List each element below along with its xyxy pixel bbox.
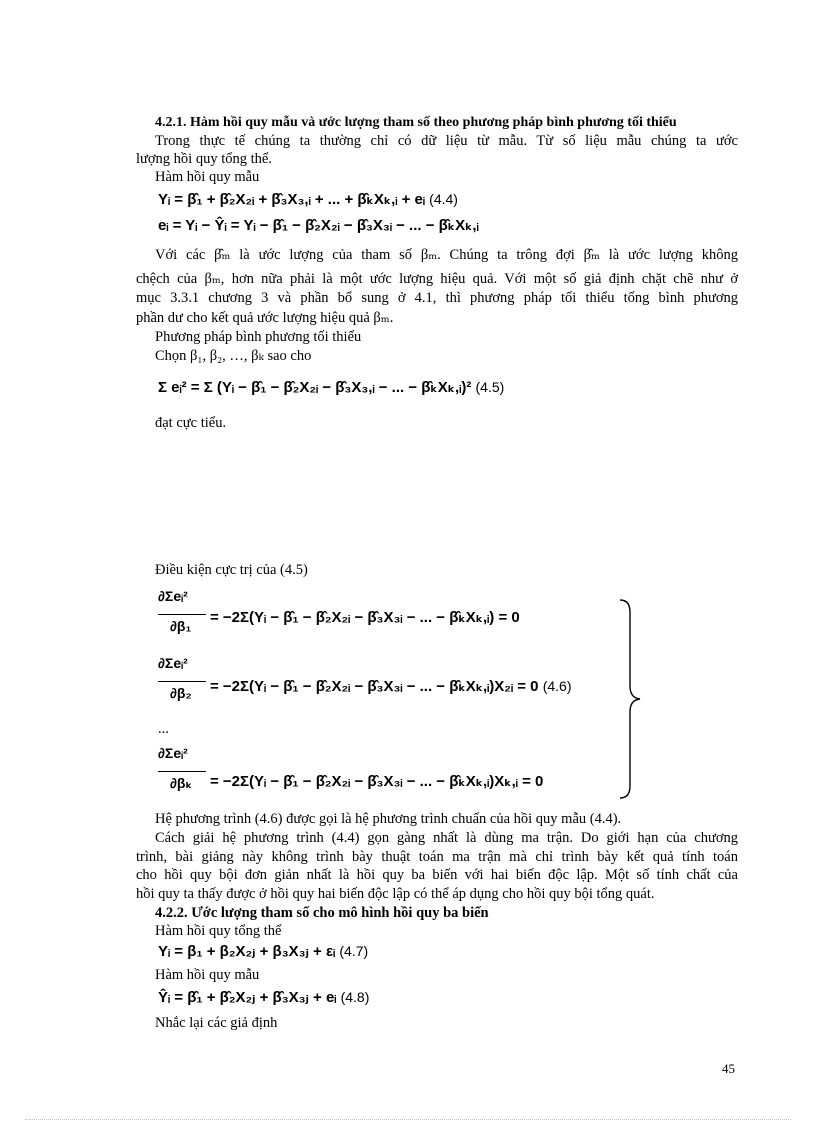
paragraph-line: Hệ phương trình (4.6) được gọi là hệ phương trình chuẩn của hồi quy mẫu (4.4). [155, 811, 622, 827]
equation-body: Ŷᵢ = β̂₁ + β̂₂X₂ⱼ + β̂₃X₃ⱼ + eᵢ [158, 989, 337, 1006]
derivative-fraction-2 [158, 655, 208, 715]
equation-body: = −2Σ(Yᵢ − β̂₁ − β̂₂X₂ᵢ − β̂₃X₃ᵢ − ... − β̂ₖXₖ,ᵢ)X₂ᵢ = 0 [210, 678, 539, 695]
fraction-bar [158, 614, 206, 615]
equation-4-4-a [158, 190, 458, 208]
paragraph-line: phần dư cho kết quả ước lượng hiệu quả βₘ. [136, 310, 394, 326]
paragraph-line: chệch của βₘ, hơn nữa phải là một ước lượng hiệu quả. Với một số giả định chặt chẽ như ở [136, 271, 738, 287]
label-sample-regression-2: Hàm hồi quy mẫu [155, 967, 260, 983]
equation-4-7 [158, 942, 368, 960]
equation-body: Yᵢ = β₁ + β₂X₂ⱼ + β₃X₃ⱼ + εᵢ [158, 943, 336, 960]
label-minimum: đạt cực tiểu. [155, 415, 227, 431]
equation-label: (4.6) [542, 678, 572, 694]
section-heading-4-2-1: 4.2.1. Hàm hồi quy mẫu và ước lượng tham số theo phương pháp bình phương tối thiểu [155, 115, 677, 130]
paragraph-line: lượng hồi quy tổng thể. [136, 151, 272, 167]
equation-4-6-row-k: = −2Σ(Yᵢ − β̂₁ − β̂₂X₂ᵢ − β̂₃X₃ᵢ − ... − β̂ₖXₖ,ᵢ)Xₖ,ᵢ = 0 [210, 773, 544, 790]
paragraph-line: mục 3.3.1 chương 3 và phần bổ sung ở 4.1, thì phương pháp tối thiểu tổng bình phương [136, 290, 738, 306]
paragraph-line: Với các β̂ₘ là ước lượng của tham số βₘ. Chúng ta trông đợi β̂ₘ là ước lượng không [155, 247, 738, 263]
label-population-regression: Hàm hồi quy tổng thể [155, 923, 282, 939]
label-ols: Phương pháp bình phương tối thiểu [155, 329, 362, 345]
fraction-bar [158, 771, 206, 772]
fraction-denominator: ∂β₂ [170, 685, 192, 701]
equation-label: (4.7) [339, 943, 369, 959]
equation-4-8 [158, 988, 369, 1006]
paragraph-line: Trong thực tế chúng ta thường chỉ có dữ liệu từ mẫu. Từ số liệu mẫu chúng ta ước [155, 133, 738, 149]
fraction-numerator: ∂Σeᵢ² [158, 588, 188, 604]
paragraph-line: trình, bài giảng này không trình bày thuật toán ma trận mà chỉ trình bày kết quả tính toán [136, 849, 738, 865]
page-number: 45 [722, 1061, 735, 1076]
derivative-fraction-k [158, 745, 208, 805]
section-heading-4-2-2: 4.2.2. Ước lượng tham số cho mô hình hồi quy ba biến [155, 905, 489, 921]
paragraph-line: hồi quy ta thấy được ở hồi quy hai biến độc lập có thể áp dụng cho hồi quy bội tổng quát. [136, 886, 655, 902]
fraction-numerator: ∂Σeᵢ² [158, 655, 188, 671]
fraction-bar [158, 681, 206, 682]
paragraph-line: cho hồi quy bội đơn giản nhất là hồi quy ba biến với hai biến độc lập. Một số tính chất của [136, 867, 738, 883]
label-choose: Chọn β₁, β₂, …, βₖ sao cho [155, 348, 312, 364]
equation-label: (4.8) [340, 989, 370, 1005]
right-brace [616, 598, 644, 800]
equation-4-4-b: eᵢ = Yᵢ − Ŷᵢ = Yᵢ − β̂₁ − β̂₂X₂ᵢ − β̂₃X₃ᵢ − ... − β̂ₖXₖ,ᵢ [158, 217, 479, 234]
fraction-denominator: ∂β₁ [170, 618, 192, 634]
equation-label: (4.4) [429, 191, 458, 207]
equation-4-6-row-2 [210, 677, 572, 695]
equation-label: (4.5) [475, 379, 505, 395]
fraction-denominator: ∂βₖ [170, 775, 193, 791]
equation-4-5 [158, 378, 504, 396]
paragraph-line: Cách giải hệ phương trình (4.4) gọn gàng nhất là dùng ma trận. Do giới hạn của chương [155, 830, 738, 846]
derivative-fraction-1 [158, 588, 208, 648]
label-recall-assumptions: Nhắc lại các giả định [155, 1015, 278, 1031]
equation-body: Yᵢ = β̂₁ + β̂₂X₂ᵢ + β̂₃X₃,ᵢ + ... + β̂ₖXₖ,ᵢ + eᵢ [158, 191, 425, 208]
equation-body: Σ eᵢ² = Σ (Yᵢ − β̂₁ − β̂₂X₂ᵢ − β̂₃X₃,ᵢ − ... − β̂ₖXₖ,ᵢ)² [158, 379, 472, 396]
equation-4-6-row-1: = −2Σ(Yᵢ − β̂₁ − β̂₂X₂ᵢ − β̂₃X₃ᵢ − ... − β̂ₖXₖ,ᵢ) = 0 [210, 609, 520, 626]
equation-ellipsis: ... [158, 721, 169, 737]
fraction-numerator: ∂Σeᵢ² [158, 745, 188, 761]
page-bottom-divider [25, 1119, 791, 1120]
label-extremum: Điều kiện cực trị của (4.5) [155, 562, 308, 578]
label-sample-regression: Hàm hồi quy mẫu [155, 169, 260, 185]
